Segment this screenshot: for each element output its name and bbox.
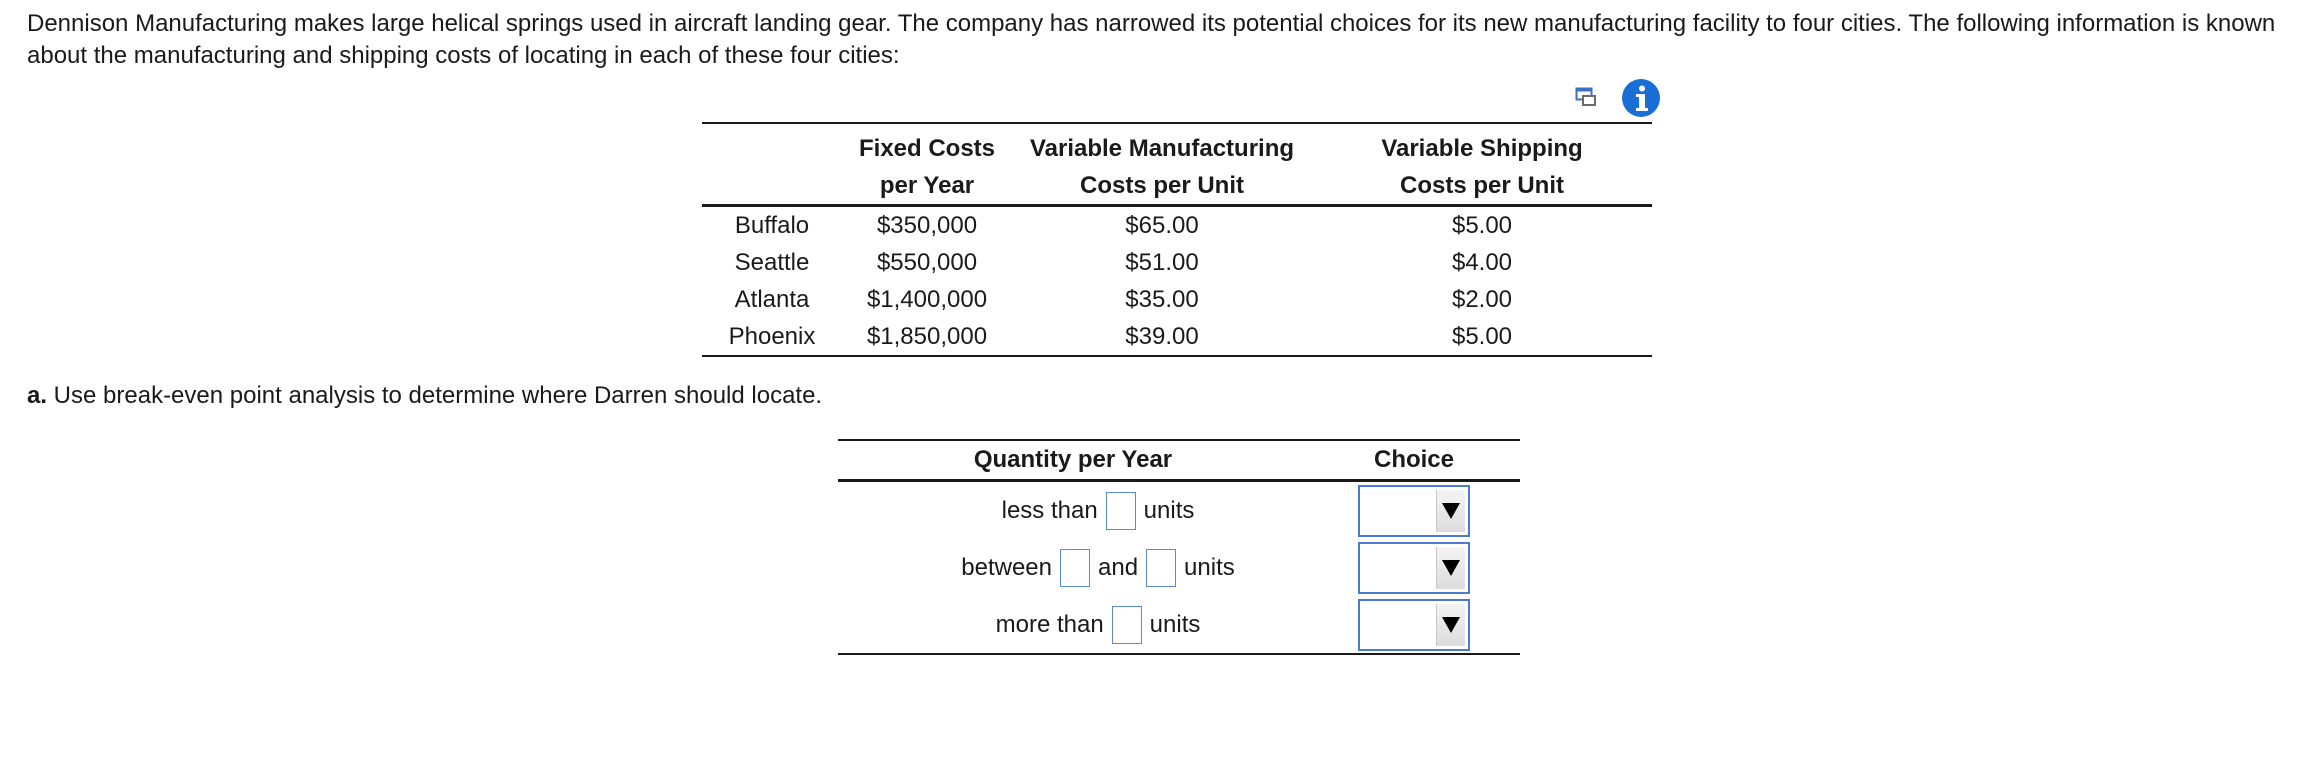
less-than-quantity-input[interactable]	[1106, 492, 1136, 530]
header-var-ship	[1312, 123, 1652, 206]
header-fixed-costs	[842, 123, 1012, 206]
header-var-ship-line1: Variable Shipping	[1381, 135, 1583, 162]
header-fixed-line1: Fixed Costs	[858, 135, 996, 162]
question-text: Use break-even point analysis to determine where Darren should locate.	[47, 382, 823, 409]
choice-dropdown-3[interactable]	[1358, 599, 1470, 651]
choice-dropdown-1[interactable]	[1358, 485, 1470, 537]
and-label: and	[1098, 553, 1139, 581]
city-cell: Phoenix	[728, 323, 816, 350]
question-a	[27, 380, 822, 412]
header-var-mfg-line1: Variable Manufacturing	[1029, 135, 1295, 162]
units-label: units	[1184, 553, 1235, 581]
city-cell: Buffalo	[734, 212, 810, 239]
choice-dropdown-2[interactable]	[1358, 542, 1470, 594]
between-label: between	[961, 553, 1052, 581]
var-mfg-cell: $39.00	[1125, 323, 1199, 350]
var-ship-cell: $5.00	[1451, 323, 1513, 350]
fixed-cost-cell: $1,850,000	[866, 323, 988, 350]
var-ship-cell: $4.00	[1451, 249, 1513, 276]
cost-table-header-row	[702, 123, 1652, 206]
answer-table-header	[838, 441, 1520, 482]
units-label: units	[1149, 610, 1201, 638]
quantity-cell	[838, 492, 1358, 530]
fixed-cost-cell: $1,400,000	[866, 286, 988, 313]
table-row	[702, 281, 1652, 318]
more-than-quantity-input[interactable]	[1112, 606, 1142, 644]
toolbar-icons	[1575, 78, 1661, 118]
choice-cell	[1358, 599, 1520, 651]
city-cell: Atlanta	[734, 286, 810, 313]
header-var-mfg	[1012, 123, 1312, 206]
dropdown-arrow-icon[interactable]	[1436, 490, 1465, 532]
header-city	[702, 123, 842, 206]
var-mfg-cell: $35.00	[1125, 286, 1199, 313]
var-mfg-cell: $65.00	[1125, 212, 1199, 239]
header-var-mfg-line2: Costs per Unit	[1079, 172, 1244, 199]
answer-row-more-than	[838, 596, 1520, 653]
header-quantity: Quantity per Year	[973, 446, 1173, 473]
copy-icon[interactable]	[1575, 87, 1599, 109]
question-label: a.	[27, 382, 48, 409]
dropdown-arrow-icon[interactable]	[1436, 547, 1465, 589]
between-lower-quantity-input[interactable]	[1060, 549, 1090, 587]
cost-table	[702, 122, 1652, 357]
quantity-cell	[838, 606, 1358, 644]
answer-table	[838, 439, 1520, 655]
var-mfg-cell: $51.00	[1125, 249, 1199, 276]
var-ship-cell: $5.00	[1451, 212, 1513, 239]
less-than-label: less than	[1001, 496, 1098, 524]
quantity-cell	[838, 549, 1358, 587]
choice-cell	[1358, 485, 1520, 537]
table-row	[702, 318, 1652, 356]
header-choice: Choice	[1373, 446, 1454, 473]
between-upper-quantity-input[interactable]	[1146, 549, 1176, 587]
dropdown-arrow-icon[interactable]	[1436, 604, 1465, 646]
units-label: units	[1143, 496, 1195, 524]
header-var-ship-line2: Costs per Unit	[1399, 172, 1564, 199]
answer-row-between	[838, 539, 1520, 596]
problem-statement: Dennison Manufacturing makes large helical springs used in aircraft landing gear. The company has narrowed its potential choices for its new manufacturing facility to four cities. The following information is known about the manufacturing and shipping costs of locating in each of these four cities:	[27, 10, 2276, 69]
var-ship-cell: $2.00	[1451, 286, 1513, 313]
more-than-label: more than	[995, 610, 1104, 638]
fixed-cost-cell: $350,000	[876, 212, 978, 239]
fixed-cost-cell: $550,000	[876, 249, 978, 276]
info-icon[interactable]	[1621, 78, 1661, 118]
answer-row-less-than	[838, 482, 1520, 539]
table-row	[702, 206, 1652, 245]
header-fixed-line2: per Year	[879, 172, 975, 199]
table-row	[702, 244, 1652, 281]
city-cell: Seattle	[734, 249, 810, 276]
choice-cell	[1358, 542, 1520, 594]
